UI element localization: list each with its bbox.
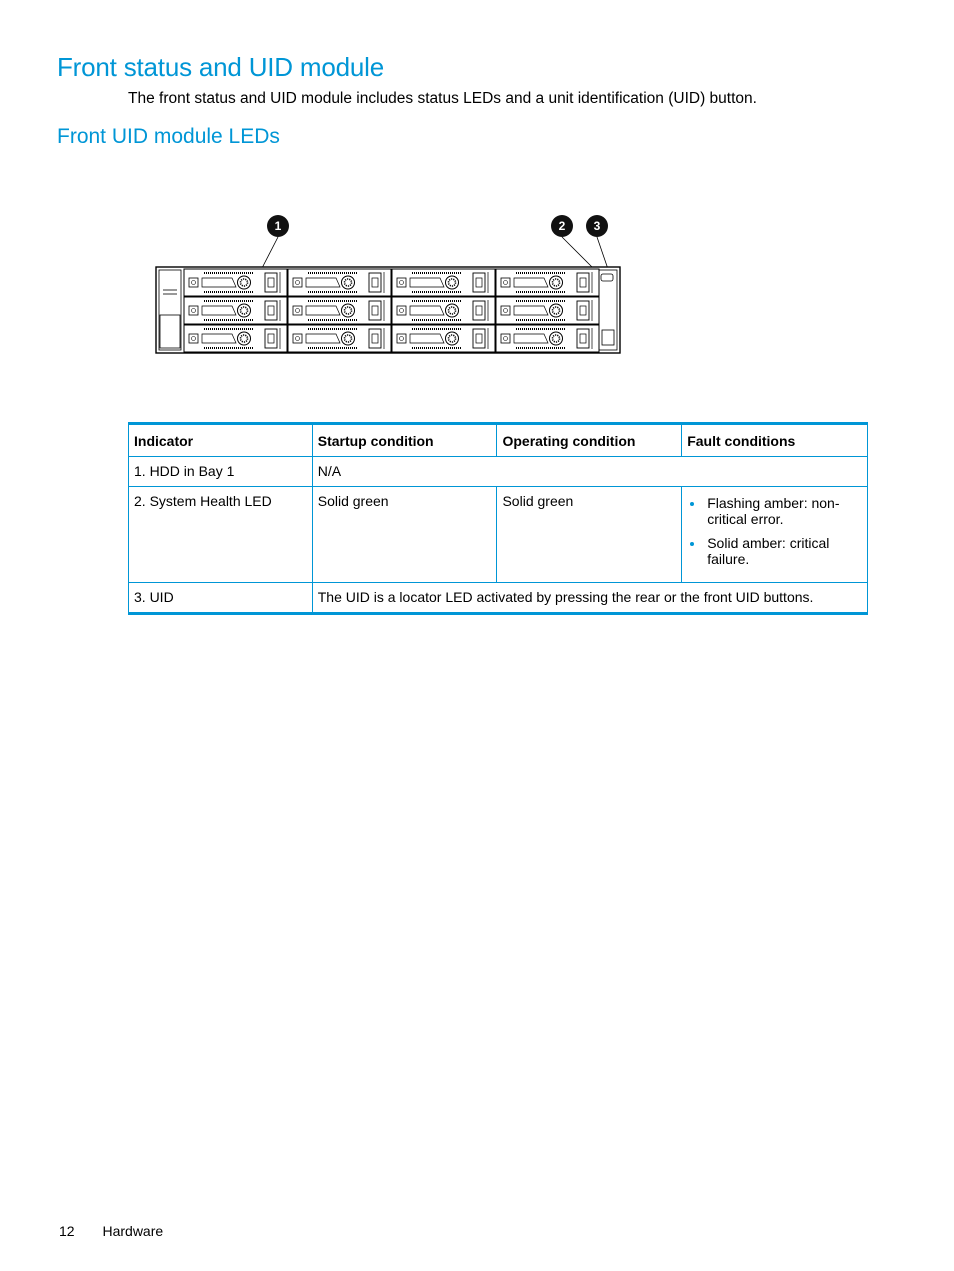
- server-front-drawing: [150, 210, 630, 360]
- cell-operating: Solid green: [497, 487, 682, 583]
- table-row: [129, 487, 868, 583]
- table-row: [129, 457, 868, 487]
- page-footer: [59, 1223, 163, 1239]
- intro-paragraph: The front status and UID module includes status LEDs and a unit identification (UID) button.: [128, 90, 757, 107]
- callout-1: 1: [267, 215, 289, 237]
- fault-list: [687, 495, 862, 567]
- header-operating: Operating condition: [497, 424, 682, 457]
- cell-startup: Solid green: [312, 487, 497, 583]
- list-item: • Solid amber: critical failure.: [705, 535, 862, 567]
- footer-section: Hardware: [102, 1223, 164, 1239]
- page-number: 12: [59, 1223, 75, 1239]
- table-header-row: [129, 424, 868, 457]
- table-row: [129, 583, 868, 614]
- section-subtitle: Front UID module LEDs: [57, 125, 280, 148]
- callout-3: 3: [586, 215, 608, 237]
- cell-startup: N/A: [312, 457, 867, 487]
- led-table: [128, 422, 868, 615]
- cell-description: The UID is a locator LED activated by pressing the rear or the front UID buttons.: [312, 583, 867, 614]
- serial-label: [602, 330, 614, 345]
- header-indicator: Indicator: [129, 424, 313, 457]
- cell-indicator: 2. System Health LED: [129, 487, 313, 583]
- server-front-figure: [150, 210, 630, 360]
- cell-indicator: 1. HDD in Bay 1: [129, 457, 313, 487]
- cell-fault: [682, 487, 868, 583]
- uid-button: [601, 274, 613, 281]
- list-item: • Flashing amber: non-critical error.: [705, 495, 862, 527]
- page-title: Front status and UID module: [57, 52, 384, 82]
- header-startup: Startup condition: [312, 424, 497, 457]
- callout-2: 2: [551, 215, 573, 237]
- header-fault: Fault conditions: [682, 424, 868, 457]
- drive-bays: [184, 269, 599, 352]
- cell-indicator: 3. UID: [129, 583, 313, 614]
